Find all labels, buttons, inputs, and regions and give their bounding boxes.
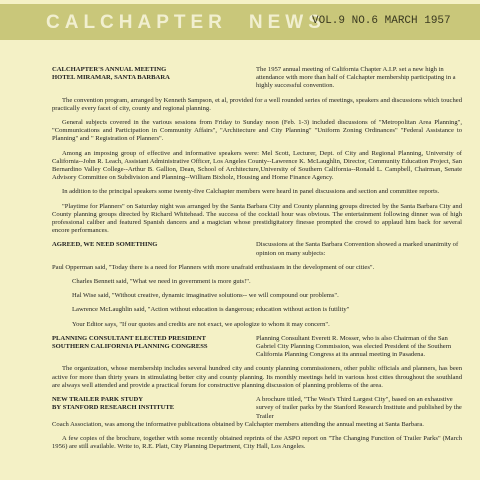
paragraph: General subjects covered in the various sessions from Friday to Sunday noon (Feb. 1-3) included discussions of "Metropolitan Area Planning", "Communications and Participation in Community Affairs", "Architecture and City Planning" "Uniform Zoning Ordinances" "Federal Assistance to Planning" and " Registration of Planners". [52,119,462,143]
article-heading [52,396,242,421]
article-trailer-header [52,396,462,421]
paragraph: Coach Association, was among the informative publications obtained by Calchapter members attending the annual meeting at Santa Barbara. [52,420,424,428]
article-heading: AGREED, WE NEED SOMETHING [52,241,158,249]
quote: Lawrence McLaughlin said, "Action without education is dangerous; education without action is futility" [72,306,350,314]
article-heading [52,66,242,91]
heading-line: HOTEL MIRAMAR, SANTA BARBARA [52,74,170,82]
heading-line: NEW TRAILER PARK STUDY [52,396,144,404]
title-right: NEWS [248,12,326,33]
heading-line: SOUTHERN CALIFORNIA PLANNING CONGRESS [52,343,208,351]
paragraph: The convention program, arranged by Kenneth Sampson, et al, provided for a well rounded series of meetings, speakers and discussions which touched practically every facet of city, county and regional planning. [52,96,462,112]
title-left: CALCHAPTER [46,12,227,33]
article-lead: The 1957 annual meeting of California Chapter A.I.P. set a new high in attendance with more than half of Calchapter membership participating in a highly successful convention. [256,66,456,90]
masthead-banner [0,4,480,40]
quote: Hal Wise said, "Without creative, dynamic imaginative solutions-- we will compound our problems". [72,292,339,300]
paragraph: The organization, whose membership includes several hundred city and county planning commissioners, other public officials and planners, has been active for more than thirty years in stimulating better city and county planning. Its monthly meetings held in various host cities throughout the southland are always well attended and provide a practical forum for constructive planning discussion of planning problems of the area. [52,365,462,389]
masthead [0,0,480,44]
article-annual-meeting-header [52,66,462,91]
issue-info: VOL.9 NO.6 MARCH 1957 [312,15,451,27]
heading-line: PLANNING CONSULTANT ELECTED PRESIDENT [52,334,206,342]
paragraph: "Playtime for Planners" on Saturday night was arranged by the Santa Barbara City and County planning groups directed by the Santa Barbara City and County planning groups directed by Richard Whitehead. The success of the cocktail hour was obvious. The entertainment following dinner was of high professional caliber and featured Spanish dancers and a magician whose prestidigitatory finesse prompted the crowd to applaud him back for several encore performances. [52,202,462,235]
quote: Paul Opperman said, "Today there is a need for Planners with more unafraid enthusiasm in the development of our cities". [52,263,375,271]
paragraph: Among an imposing group of effective and informative speakers were: Mel Scott, Lecturer, Dept. of City and Regional Planning, University of California--John R. Leach, Assistant Administrative Officer, Los Angeles County--Lawrence K. McLaughlin, Director, Community Education Project, San Bernardino Valley College--Arthur B. Gallion, Dean, School of Architecture,University of Southern California--Ronald L. Campbell, Chairman, Senate Advisory Committee on Subdivision and Planning--William Bixholz, Housing and Home Finance Agency. [52,149,462,182]
article-lead: Discussions at the Santa Barbara Convention showed a marked unanimity of opinion on many subjects: [256,241,459,257]
article-congress-header [52,335,462,360]
heading-line: BY STANFORD RESEARCH INSTITUTE [52,404,175,412]
paragraph: A few copies of the brochure, together with some recently obtained reprints of the ASPO report on "The Changing Function of Trailer Parks" (March 1956) are still available. Write to, R.E. Platt, City Planning Department, City Hall, Los Angeles. [52,434,462,451]
paragraph: In addition to the principal speakers some twenty-five Calchapter members were heard in panel discussions and section and committee reports. [62,188,440,196]
quote: Charles Bennett said, "What we need in government is more guts!". [72,278,251,286]
article-lead: A brochure titled, "The West's Third Largest City", based on an exhaustive survey of trailer parks by the Stanford Research Institute and published by the Trailer [256,396,462,420]
article-lead: Planning Consultant Everett R. Mosser, who is also Chairman of the San Gabriel City Planning Commission, was elected President of the Southern California Planning Congress at its annual meeting in Pasadena. [256,334,452,359]
newsletter-title [46,12,348,34]
article-heading [52,335,242,360]
heading-line: CALCHAPTER'S ANNUAL MEETING [52,66,167,73]
quote: Your Editor says, "If our quotes and credits are not exact, we apologize to whom it may concern". [72,320,330,328]
article-agreed-header [52,241,462,257]
newsletter-body [52,66,462,457]
